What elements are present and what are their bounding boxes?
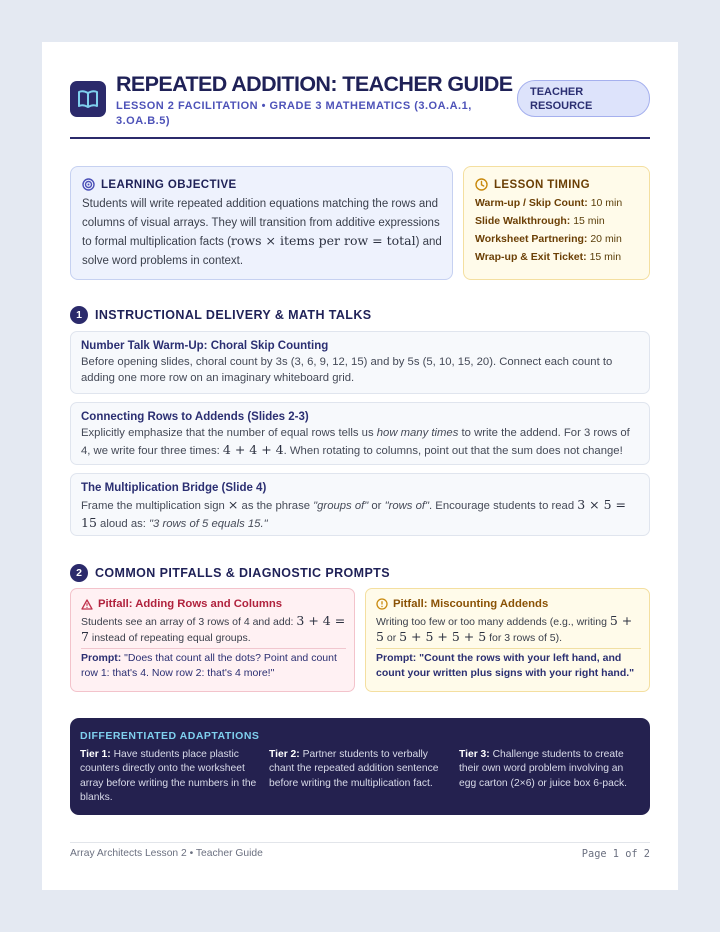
- section-2-title: COMMON PITFALLS & DIAGNOSTIC PROMPTS: [95, 566, 390, 580]
- objective-text: Students will write repeated addition equations matching the rows and columns of visual arrays. They will transition from additive expressions to formal multiplication facts (rows × items per row = total) and solve word problems in context.: [82, 198, 442, 267]
- section-1-title: INSTRUCTIONAL DELIVERY & MATH TALKS: [95, 308, 372, 322]
- lesson-timing-card: [463, 166, 650, 280]
- objective-math: rows × items per row = total: [230, 233, 416, 248]
- alert-circle-icon: [376, 598, 388, 610]
- document-page: [42, 42, 678, 890]
- skip-counting-title: Number Talk Warm-Up: Choral Skip Counting: [81, 340, 329, 352]
- objective-heading: LEARNING OBJECTIVE: [82, 178, 237, 191]
- multiplication-bridge-text: Frame the multiplication sign × as the phrase "groups of" or "rows of". Encourage students to read 3 × 5 = 15 aloud as: "3 rows of 5 equals 15.": [81, 497, 627, 530]
- multiplication-bridge-title: The Multiplication Bridge (Slide 4): [81, 482, 267, 494]
- footer-divider: [70, 842, 650, 843]
- clock-icon: [475, 178, 488, 191]
- pitfall-1-title: Pitfall: Adding Rows and Columns: [81, 598, 282, 610]
- tier-3: Tier 3: Challenge students to create their own word problem involving an egg carton (2×6) or juice box 6-pack.: [459, 749, 627, 789]
- skip-counting-text: Before opening slides, choral count by 3s (3, 6, 9, 12, 15) and by 5s (5, 10, 15, 20). Connect each count to adding one more row on an imaginary whiteboard grid.: [81, 356, 613, 384]
- pitfall-2-text: Writing too few or too many addends (e.g., writing 5 + 5 or 5 + 5 + 5 + 5 for 3 rows of 5).: [376, 613, 633, 644]
- warning-icon: [81, 599, 93, 610]
- adaptations-heading: DIFFERENTIATED ADAPTATIONS: [80, 730, 260, 742]
- page-title: REPEATED ADDITION: TEACHER GUIDE: [116, 72, 513, 96]
- section-2-number: 2: [70, 564, 88, 582]
- timing-row: Wrap-up & Exit Ticket: 15 min: [475, 251, 622, 263]
- pitfall-2-prompt: Prompt: "Count the rows with your left hand, and count your written plus signs with your right hand.": [376, 652, 635, 679]
- pitfall-1-prompt: Prompt: "Does that count all the dots? Point and count row 1: that's 4. Now row 2: that's 4 more!": [81, 652, 337, 679]
- rows-to-addends-box: [70, 402, 650, 465]
- pitfall-1-divider: [81, 648, 346, 649]
- pitfall-2-title: Pitfall: Miscounting Addends: [376, 598, 548, 610]
- page-number: Page 1 of 2: [581, 848, 650, 860]
- page-subtitle: LESSON 2 FACILITATION • GRADE 3 MATHEMATICS (3.OA.A.1, 3.OA.B.5): [116, 100, 472, 127]
- target-icon: [82, 178, 95, 191]
- header-divider: [70, 137, 650, 139]
- pitfall-adding-rows-card: [70, 588, 355, 692]
- pitfall-2-divider: [376, 648, 641, 649]
- pitfall-miscounting-card: [365, 588, 650, 692]
- teacher-resource-badge: TEACHER RESOURCE: [517, 80, 650, 117]
- learning-objective-card: [70, 166, 453, 280]
- pitfall-1-text: Students see an array of 3 rows of 4 and add: 3 + 4 = 7 instead of repeating equal groups.: [81, 613, 346, 644]
- timing-row: Slide Walkthrough: 15 min: [475, 215, 605, 227]
- tier-2: Tier 2: Partner students to verbally chant the repeated addition sentence before writing the multiplication fact.: [269, 749, 439, 789]
- differentiated-adaptations-panel: [70, 718, 650, 815]
- section-1-number: 1: [70, 306, 88, 324]
- footer-title: Array Architects Lesson 2 • Teacher Guide: [70, 848, 263, 859]
- rows-to-addends-title: Connecting Rows to Addends (Slides 2-3): [81, 411, 309, 423]
- multiplication-bridge-box: [70, 473, 650, 536]
- book-icon: [70, 81, 106, 117]
- tier-1: Tier 1: Have students place plastic counters directly onto the worksheet array before writing the numbers in the blanks.: [80, 749, 257, 803]
- rows-to-addends-text: Explicitly emphasize that the number of equal rows tells us how many times to write the addend. For 3 rows of 4, we write four three times: 4 + 4 + 4. When rotating to columns, point out that the sum does not change!: [81, 427, 630, 457]
- timing-row: Warm-up / Skip Count: 10 min: [475, 197, 623, 209]
- timing-heading: LESSON TIMING: [475, 178, 590, 191]
- timing-row: Worksheet Partnering: 20 min: [475, 233, 622, 245]
- skip-counting-box: [70, 331, 650, 394]
